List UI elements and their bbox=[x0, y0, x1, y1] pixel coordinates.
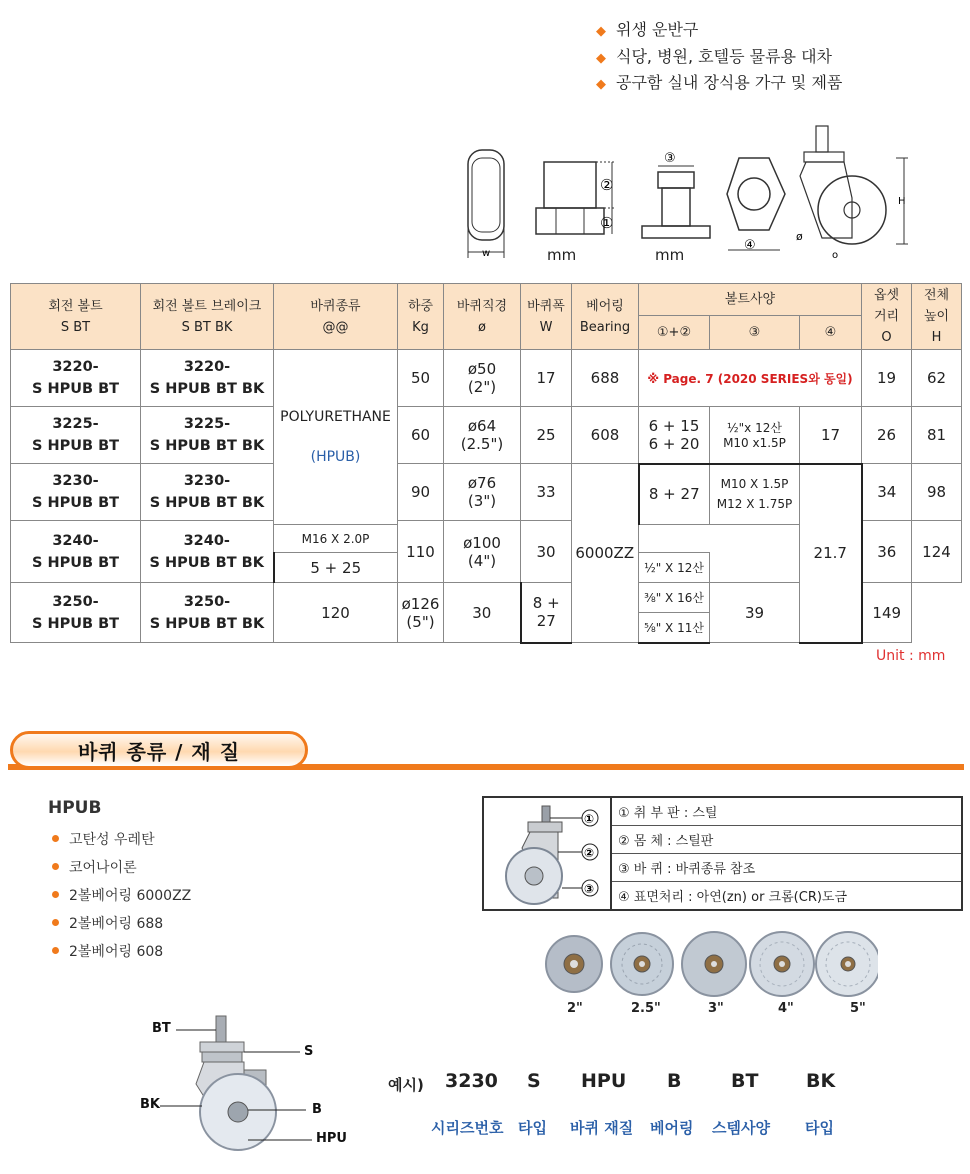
usage-item: ◆ 공구함 실내 장식용 가구 및 제품 bbox=[596, 71, 842, 98]
mm-label: mm bbox=[655, 246, 685, 264]
caster-parts-illustration bbox=[484, 798, 612, 909]
mm-label: mm bbox=[547, 246, 577, 264]
dia-cell: ø50 (2") bbox=[444, 350, 521, 407]
example-meaning: 타입 bbox=[518, 1119, 547, 1137]
example-label: 예시) bbox=[388, 1076, 424, 1094]
model-swivel: 3230- S HPUB BT bbox=[11, 464, 141, 521]
model-swivel-brake: 3250- S HPUB BT BK bbox=[141, 583, 274, 643]
header-bolt-c4: ④ bbox=[800, 316, 862, 350]
parts-callout: ② bbox=[584, 846, 595, 860]
caster-callout-s: S bbox=[304, 1044, 314, 1059]
bearing-cell: 688 bbox=[572, 350, 639, 407]
usage-list bbox=[596, 18, 842, 98]
model-swivel-brake: 3230- S HPUB BT BK bbox=[141, 464, 274, 521]
dia-cell: ø76 (3") bbox=[444, 464, 521, 521]
bolt-c12-cell: 8 + 27 bbox=[639, 464, 710, 525]
example-meaning: 타입 bbox=[805, 1119, 834, 1137]
wheel-size-label: 2" bbox=[567, 1001, 583, 1016]
wheel-samples bbox=[538, 928, 878, 1000]
hpub-title: HPUB bbox=[48, 798, 102, 818]
caster-callout-bt: BT bbox=[152, 1021, 171, 1036]
bullet-dot-icon bbox=[52, 835, 59, 842]
caster-callout-bk: BK bbox=[140, 1097, 160, 1112]
table-row bbox=[11, 464, 962, 493]
header-height: 전체 높이 H bbox=[912, 284, 962, 350]
callout-4: ④ bbox=[744, 238, 756, 253]
parts-box bbox=[482, 796, 963, 911]
note-cell: ※ Page. 7 (2020 SERIES와 동일) bbox=[639, 350, 862, 407]
bearing-cell: 608 bbox=[572, 407, 639, 464]
bolt-c3-cell: M16 X 2.0P bbox=[274, 525, 398, 553]
example-meaning: 시리즈번호 bbox=[431, 1119, 504, 1137]
wheel-size-label: 3" bbox=[708, 1001, 724, 1016]
model-swivel: 3250- S HPUB BT bbox=[11, 583, 141, 643]
height-cell: 149 bbox=[862, 583, 912, 643]
usage-item: ◆ 식당, 병원, 호텔등 물류용 대차 bbox=[596, 45, 842, 72]
table-row bbox=[11, 407, 962, 464]
header-bolt-c3: ③ bbox=[710, 316, 800, 350]
bullet-dot-icon bbox=[52, 919, 59, 926]
w-label: w bbox=[482, 248, 491, 259]
width-cell: 30 bbox=[521, 521, 572, 583]
example-code: BT bbox=[731, 1070, 759, 1092]
caster-callout-hpu: HPU bbox=[316, 1131, 347, 1146]
header-load: 하중 Kg bbox=[398, 284, 444, 350]
example-code: HPU bbox=[581, 1070, 627, 1092]
header-width: 바퀴폭 W bbox=[521, 284, 572, 350]
model-swivel: 3240- S HPUB BT bbox=[11, 521, 141, 583]
parts-row: ① 취 부 판 : 스틸 bbox=[612, 798, 961, 826]
header-offset: 옵셋 거리 O bbox=[862, 284, 912, 350]
offset-cell: 26 bbox=[862, 407, 912, 464]
height-cell: 81 bbox=[912, 407, 962, 464]
phi-label: ø bbox=[796, 230, 803, 243]
model-swivel-brake: 3225- S HPUB BT BK bbox=[141, 407, 274, 464]
wheel-size-label: 4" bbox=[778, 1001, 794, 1016]
load-cell: 120 bbox=[274, 583, 398, 643]
diamond-bullet-icon: ◆ bbox=[596, 77, 606, 92]
height-cell: 124 bbox=[912, 521, 962, 583]
model-swivel: 3225- S HPUB BT bbox=[11, 407, 141, 464]
width-cell: 33 bbox=[521, 464, 572, 521]
example-code: B bbox=[667, 1070, 682, 1092]
h-label: H bbox=[898, 196, 906, 207]
spec-table bbox=[10, 283, 962, 644]
material-cell: POLYURETHANE (HPUB) bbox=[274, 350, 398, 525]
diamond-bullet-icon: ◆ bbox=[596, 24, 606, 39]
bolt-c3-cell: ⅜" X 16산 bbox=[639, 583, 710, 613]
model-swivel: 3220- S HPUB BT bbox=[11, 350, 141, 407]
diamond-bullet-icon: ◆ bbox=[596, 50, 606, 66]
offset-cell: 36 bbox=[862, 521, 912, 583]
caster-callout-b: B bbox=[312, 1102, 322, 1117]
hex-plate-diagram bbox=[722, 118, 788, 268]
offset-cell: 39 bbox=[710, 583, 800, 643]
header-bolt-c12: ①+② bbox=[639, 316, 710, 350]
offset-cell: 19 bbox=[862, 350, 912, 407]
dia-cell: ø100 (4") bbox=[444, 521, 521, 583]
parts-row: ④ 표면처리 : 아연(zn) or 크롬(CR)도금 bbox=[618, 890, 848, 905]
bolt-c3-cell: ½"x 12산 M10 x1.5P bbox=[710, 407, 800, 464]
load-cell: 60 bbox=[398, 407, 444, 464]
usage-item: ◆ 위생 운반구 bbox=[596, 18, 842, 45]
example-meaning: 스템사양 bbox=[712, 1119, 770, 1137]
load-cell: 110 bbox=[398, 521, 444, 583]
height-cell: 98 bbox=[912, 464, 962, 521]
o-label: o bbox=[832, 250, 839, 261]
list-item: 2볼베어링 688 bbox=[52, 910, 191, 938]
header-bolt-spec: 볼트사양 bbox=[639, 284, 862, 316]
list-item: 고탄성 우레탄 bbox=[52, 826, 191, 854]
wheel-2in-image bbox=[546, 936, 602, 992]
wheel-3in-image bbox=[682, 932, 746, 996]
table-row bbox=[11, 350, 962, 407]
unit-label: Unit : mm bbox=[876, 648, 946, 664]
header-swivel-brake: 회전 볼트 브레이크 S BT BK bbox=[141, 284, 274, 350]
parts-rows bbox=[612, 798, 961, 909]
wheel-5in-image bbox=[816, 932, 878, 996]
offset-cell: 34 bbox=[862, 464, 912, 521]
height-cell: 62 bbox=[912, 350, 962, 407]
load-cell: 50 bbox=[398, 350, 444, 407]
example-meaning: 바퀴 재질 bbox=[570, 1119, 634, 1137]
header-swivel: 회전 볼트 S BT bbox=[11, 284, 141, 350]
header-wheel-type: 바퀴종류 @@ bbox=[274, 284, 398, 350]
bolt-c12-cell: 5 + 25 bbox=[274, 553, 398, 583]
example-code: 3230 bbox=[445, 1070, 498, 1092]
example-code: S bbox=[527, 1070, 541, 1092]
model-swivel-brake: 3240- S HPUB BT BK bbox=[141, 521, 274, 583]
wheel-size-label: 2.5" bbox=[631, 1001, 661, 1016]
example-meaning: 베어링 bbox=[650, 1119, 694, 1137]
bearing-big-cell: 6000ZZ bbox=[572, 464, 639, 643]
list-item: 코어나이론 bbox=[52, 854, 191, 882]
bullet-dot-icon bbox=[52, 891, 59, 898]
bolt-c12-cell: 8 + 27 bbox=[521, 583, 572, 643]
load-cell: 90 bbox=[398, 464, 444, 521]
header-diameter: 바퀴직경 ø bbox=[444, 284, 521, 350]
wheel-size-label: 5" bbox=[850, 1001, 866, 1016]
callout-2: ② bbox=[600, 176, 614, 194]
parts-row: ③ 바 퀴 : 바퀴종류 참조 bbox=[612, 854, 961, 882]
parts-callout: ③ bbox=[584, 882, 595, 896]
parts-callout: ① bbox=[584, 812, 595, 826]
wheel-width-diagram bbox=[460, 118, 520, 268]
parts-row: ② 몸 체 : 스틸판 bbox=[612, 826, 961, 854]
bolt-c4-cell: 17 bbox=[800, 407, 862, 464]
wheel-4in-image bbox=[750, 932, 814, 996]
bullet-dot-icon bbox=[52, 947, 59, 954]
bolt-c3-cell: M10 X 1.5P M12 X 1.75P bbox=[710, 464, 800, 525]
list-item: 2볼베어링 608 bbox=[52, 938, 191, 966]
wheel-2-5in-image bbox=[611, 933, 673, 995]
header-bearing: 베어링 Bearing bbox=[572, 284, 639, 350]
dia-cell: ø126 (5") bbox=[398, 583, 444, 643]
hpub-list bbox=[52, 826, 191, 966]
callout-1: ① bbox=[600, 214, 614, 232]
width-cell: 17 bbox=[521, 350, 572, 407]
section-title: 바퀴 종류 / 재 질 bbox=[10, 731, 308, 769]
example-code: BK bbox=[806, 1070, 836, 1092]
caster-side-diagram bbox=[792, 118, 912, 268]
list-item: 2볼베어링 6000ZZ bbox=[52, 882, 191, 910]
width-cell: 30 bbox=[444, 583, 521, 643]
width-cell: 25 bbox=[521, 407, 572, 464]
bullet-dot-icon bbox=[52, 863, 59, 870]
bolt-c3-cell: ⅝" X 11산 bbox=[639, 613, 710, 643]
callout-3: ③ bbox=[664, 151, 676, 166]
bolt-c3-cell: ½" X 12산 bbox=[639, 553, 710, 583]
dia-cell: ø64 (2.5") bbox=[444, 407, 521, 464]
model-swivel-brake: 3220- S HPUB BT BK bbox=[141, 350, 274, 407]
bolt-c12-cell: 6 + 15 6 + 20 bbox=[639, 407, 710, 464]
bolt-c4-big-cell: 21.7 bbox=[800, 464, 862, 643]
